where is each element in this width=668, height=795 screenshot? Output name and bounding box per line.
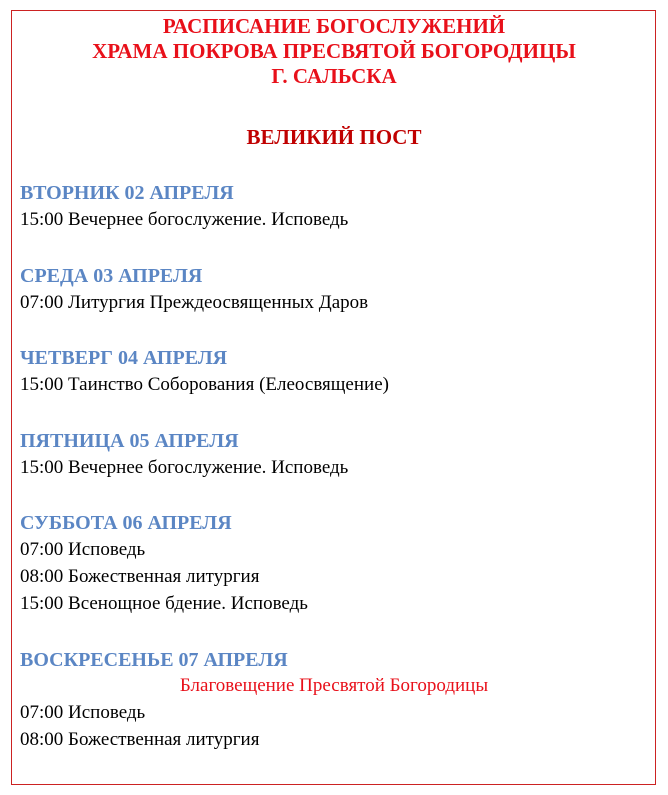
header-line-church: ХРАМА ПОКРОВА ПРЕСВЯТОЙ БОГОРОДИЦЫ — [92, 39, 576, 63]
service-item: 08:00 Божественная литургия — [20, 566, 260, 587]
day-title: ЧЕТВЕРГ 04 АПРЕЛЯ — [20, 347, 228, 369]
feast-name: Благовещение Пресвятой Богородицы — [179, 675, 489, 696]
service-item: 07:00 Исповедь — [20, 539, 146, 560]
day-block-sunday — [20, 647, 640, 753]
day-title: СУББОТА 06 АПРЕЛЯ — [20, 512, 232, 534]
schedule-header — [0, 14, 668, 89]
day-title: СРЕДА 03 АПРЕЛЯ — [20, 265, 203, 287]
service-item: 15:00 Таинство Соборования (Елеосвящение) — [20, 374, 389, 395]
header-line-city: Г. САЛЬСКА — [271, 64, 397, 88]
service-item: 15:00 Вечернее богослужение. Исповедь — [20, 457, 349, 478]
day-title: ВОСКРЕСЕНЬЕ 07 АПРЕЛЯ — [20, 649, 288, 671]
day-block-wednesday — [20, 263, 640, 316]
service-item: 15:00 Всенощное бдение. Исповедь — [20, 593, 308, 614]
service-item: 07:00 Литургия Преждеосвященных Даров — [20, 292, 369, 313]
service-item: 15:00 Вечернее богослужение. Исповедь — [20, 209, 349, 230]
day-title: ПЯТНИЦА 05 АПРЕЛЯ — [20, 430, 239, 452]
day-block-thursday — [20, 345, 640, 398]
day-block-saturday — [20, 510, 640, 617]
season-title: ВЕЛИКИЙ ПОСТ — [246, 125, 422, 149]
day-title: ВТОРНИК 02 АПРЕЛЯ — [20, 182, 234, 204]
service-item: 08:00 Божественная литургия — [20, 729, 260, 750]
day-block-friday — [20, 428, 640, 481]
day-block-tuesday — [20, 180, 640, 233]
service-item: 07:00 Исповедь — [20, 702, 146, 723]
header-line-title: РАСПИСАНИЕ БОГОСЛУЖЕНИЙ — [162, 14, 506, 38]
